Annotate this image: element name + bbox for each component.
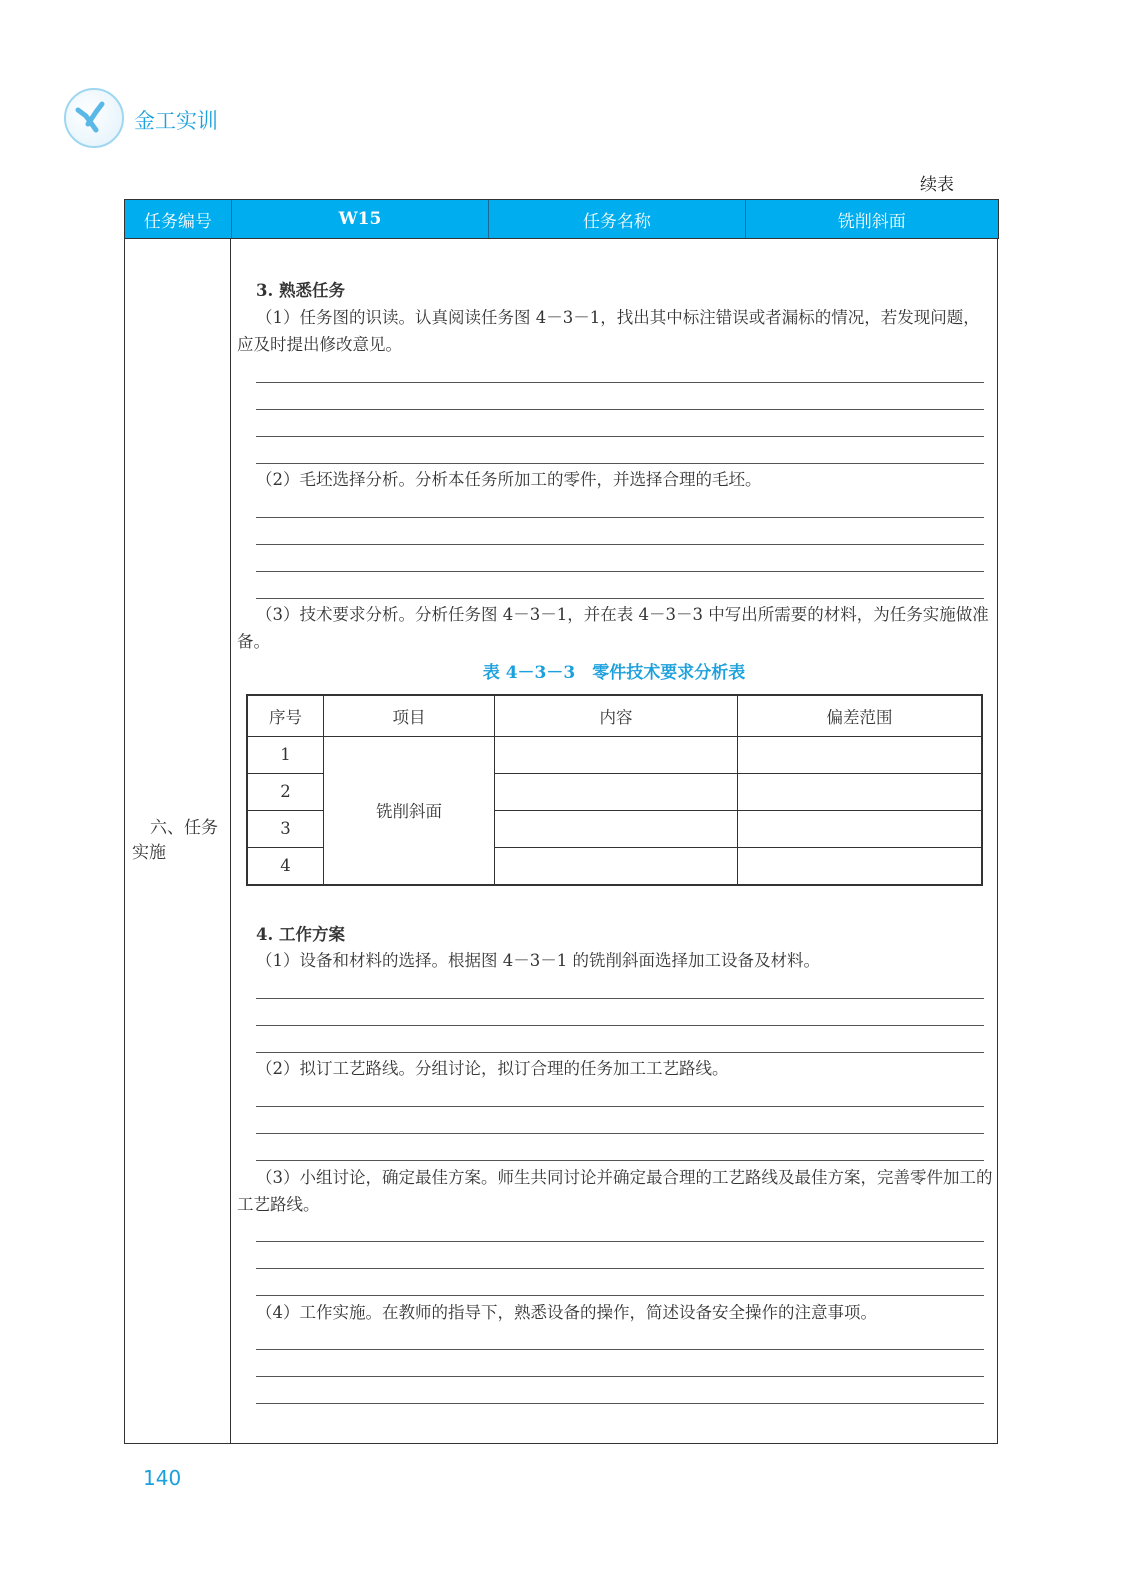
col-header: 序号 [247, 695, 324, 736]
answer-line[interactable] [256, 1268, 984, 1269]
task-name-label: 任务名称 [489, 200, 745, 238]
answer-line[interactable] [256, 998, 984, 999]
answer-line[interactable] [256, 1160, 984, 1161]
wrench-logo-icon [64, 88, 124, 148]
section4-item1: （1）设备和材料的选择。根据图 4－3－1 的铣削斜面选择加工设备及材料。 [256, 951, 820, 970]
task-id-value: W15 [232, 200, 489, 238]
answer-line[interactable] [256, 1052, 984, 1053]
task-id-label: 任务编号 [125, 200, 232, 238]
row-number: 3 [247, 810, 324, 847]
col-header: 内容 [495, 695, 738, 736]
content-cell[interactable] [495, 810, 738, 847]
section4-item4: （4）工作实施。在教师的指导下，熟悉设备的操作，简述设备安全操作的注意事项。 [256, 1303, 877, 1322]
section3-item1: （1）任务图的识读。认真阅读任务图 4－3－1，找出其中标注错误或者漏标的情况，若发现问题，应及时提出修改意见。 [237, 308, 980, 354]
answer-line[interactable] [256, 1295, 984, 1296]
continued-label: 续表 [920, 175, 954, 195]
answer-line[interactable] [256, 463, 984, 464]
content-cell[interactable] [495, 736, 738, 773]
answer-line[interactable] [256, 1376, 984, 1377]
tolerance-cell[interactable] [738, 736, 983, 773]
content-cell[interactable] [495, 847, 738, 885]
answer-line[interactable] [256, 409, 984, 410]
section3-title: 3. 熟悉任务 [256, 281, 345, 300]
row-number: 2 [247, 773, 324, 810]
section4-item2: （2）拟订工艺路线。分组讨论，拟订合理的任务加工工艺路线。 [256, 1059, 729, 1078]
page-number: 140 [143, 1466, 182, 1490]
answer-line[interactable] [256, 1241, 984, 1242]
section3-item3: （3）技术要求分析。分析任务图 4－3－1，并在表 4－3－3 中写出所需要的材料，为任务实施做准备。 [237, 605, 989, 651]
answer-line[interactable] [256, 598, 984, 599]
answer-line[interactable] [256, 1025, 984, 1026]
answer-line[interactable] [256, 1349, 984, 1350]
col-header: 偏差范围 [738, 695, 983, 736]
section4-item3: （3）小组讨论，确定最佳方案。师生共同讨论并确定最合理的工艺路线及最佳方案，完善零件加工的工艺路线。 [237, 1168, 993, 1214]
section3-item2: （2）毛坯选择分析。分析本任务所加工的零件，并选择合理的毛坯。 [256, 470, 762, 489]
section4-title: 4. 工作方案 [256, 925, 345, 944]
side-label: 六、任务实施 [132, 818, 218, 863]
task-name-value: 铣削斜面 [837, 211, 906, 232]
row-number: 4 [247, 847, 324, 885]
analysis-table [246, 694, 983, 886]
project-cell: 铣削斜面 [324, 736, 495, 885]
task-header-row [124, 199, 999, 239]
answer-line[interactable] [256, 382, 984, 383]
answer-line[interactable] [256, 571, 984, 572]
answer-line[interactable] [256, 1106, 984, 1107]
answer-line[interactable] [256, 544, 984, 545]
answer-line[interactable] [256, 1133, 984, 1134]
col-header: 项目 [324, 695, 495, 736]
answer-line[interactable] [256, 517, 984, 518]
answer-line[interactable] [256, 436, 984, 437]
answer-line[interactable] [256, 1403, 984, 1404]
tolerance-cell[interactable] [738, 773, 983, 810]
book-title: 金工实训 [134, 109, 218, 133]
tolerance-cell[interactable] [738, 810, 983, 847]
table-caption: 表 4－3－3 零件技术要求分析表 [482, 663, 746, 683]
row-number: 1 [247, 736, 324, 773]
column-divider [230, 239, 231, 1443]
content-cell[interactable] [495, 773, 738, 810]
tolerance-cell[interactable] [738, 847, 983, 885]
